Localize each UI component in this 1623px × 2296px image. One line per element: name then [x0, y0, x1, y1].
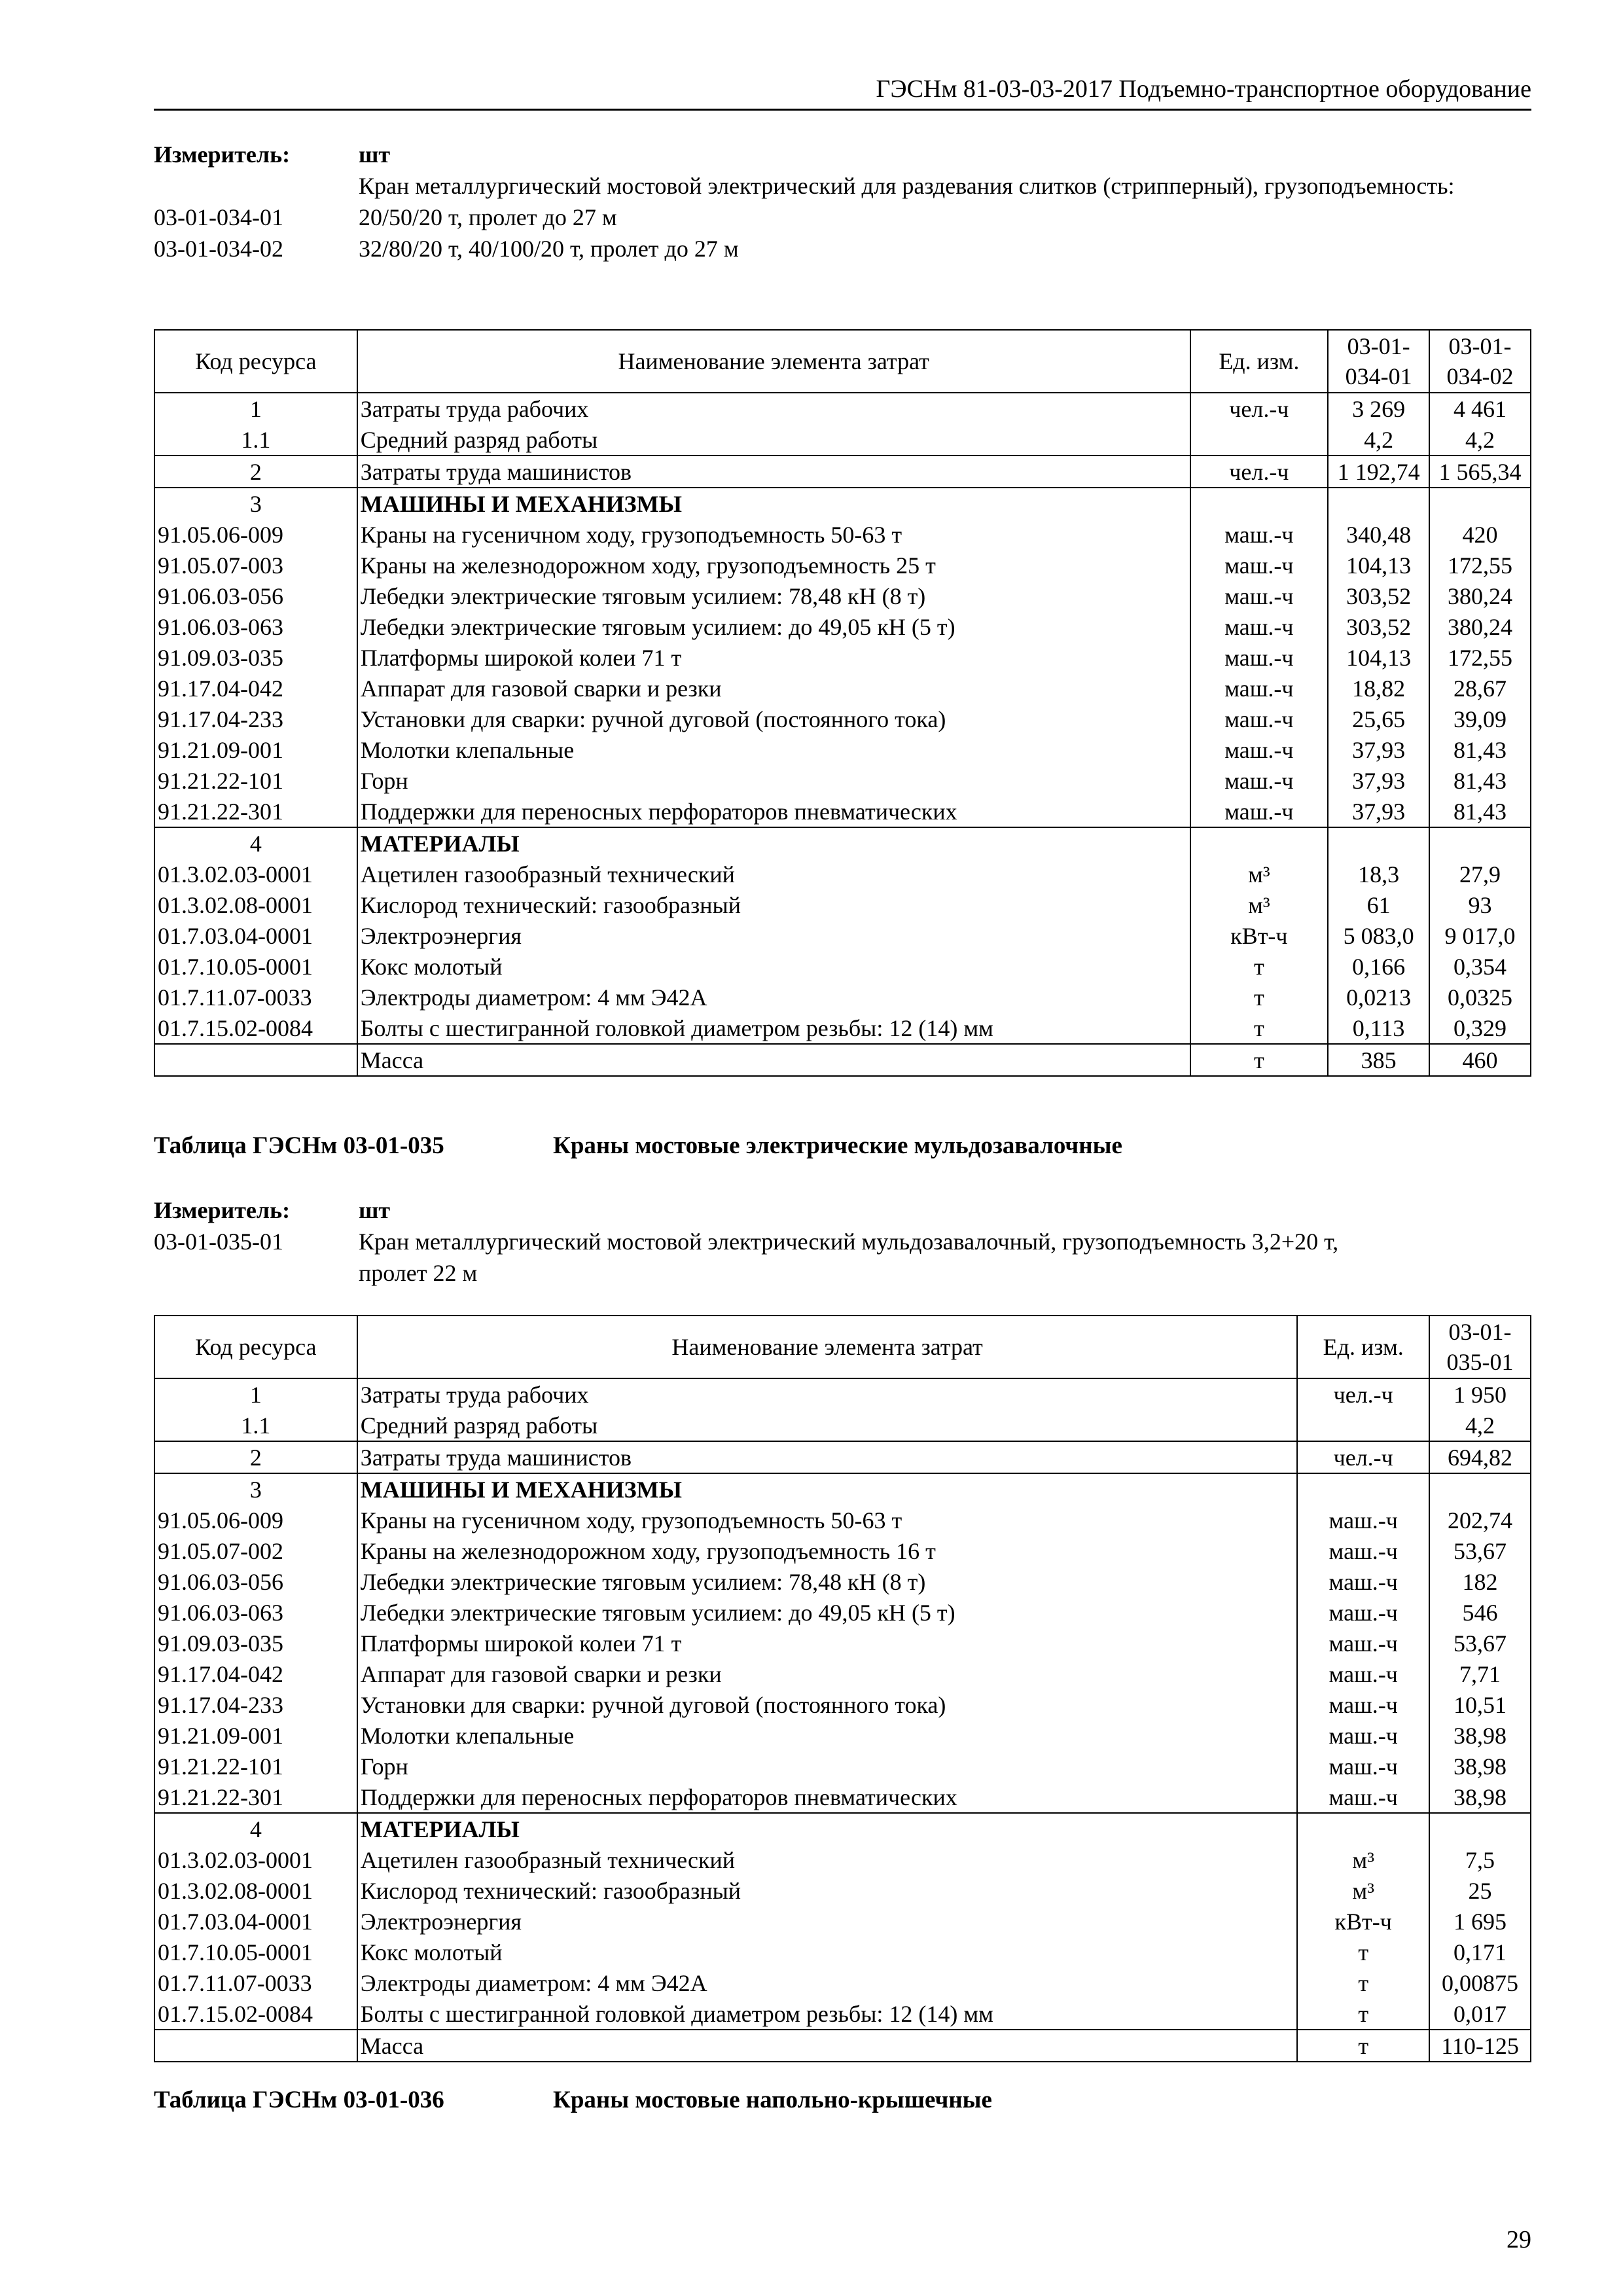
resource-code: 1	[154, 393, 357, 424]
column-header: Ед. изм.	[1190, 330, 1329, 393]
table-row	[154, 1998, 1531, 2030]
resource-unit	[1297, 1473, 1429, 1505]
resource-name: Затраты труда машинистов	[357, 456, 1190, 488]
measure-value: шт	[359, 1197, 391, 1223]
work-description: Кран металлургический мостовой электрический мульдозавалочный, грузоподъемность 3,2+20 т,	[359, 1229, 1339, 1255]
resource-table-035	[154, 1315, 1531, 2062]
resource-value: 104,13	[1328, 550, 1429, 581]
resource-value	[1429, 827, 1531, 859]
table-row	[154, 1937, 1531, 1967]
table-row	[154, 1659, 1531, 1689]
resource-name: МАТЕРИАЛЫ	[357, 1813, 1298, 1844]
resource-unit: т	[1297, 2030, 1429, 2062]
resource-code: 01.7.11.07-0033	[154, 982, 357, 1013]
resource-unit: чел.-ч	[1297, 1378, 1429, 1410]
table-row	[154, 859, 1531, 889]
resource-unit: т	[1190, 1044, 1329, 1076]
resource-name: Платформы широкой колеи 71 т	[357, 642, 1190, 673]
resource-value: 303,52	[1328, 611, 1429, 642]
resource-code: 91.05.07-003	[154, 550, 357, 581]
resource-name: Средний разряд работы	[357, 424, 1190, 456]
table-row	[154, 1906, 1531, 1937]
resource-name: Краны на гусеничном ходу, грузоподъемность 50-63 т	[357, 519, 1190, 550]
resource-code: 3	[154, 1473, 357, 1505]
table-label: Таблица ГЭСНм 03-01-035	[154, 1132, 444, 1159]
resource-value: 0,329	[1429, 1013, 1531, 1044]
measure-label: Измеритель:	[154, 1197, 291, 1223]
resource-unit: маш.-ч	[1190, 765, 1329, 796]
resource-code: 91.05.07-002	[154, 1535, 357, 1566]
resource-name: МАТЕРИАЛЫ	[357, 827, 1190, 859]
measure-value: шт	[359, 141, 391, 168]
resource-value	[1429, 1813, 1531, 1844]
resource-value: 420	[1429, 519, 1531, 550]
table-row	[154, 1720, 1531, 1751]
resource-name: Горн	[357, 765, 1190, 796]
table-row	[154, 1875, 1531, 1906]
table-row	[154, 1967, 1531, 1998]
table-row	[154, 1505, 1531, 1535]
resource-code: 01.7.10.05-0001	[154, 1937, 357, 1967]
resource-code: 1.1	[154, 424, 357, 456]
section-035-info	[154, 1194, 1338, 1289]
resource-code: 01.3.02.03-0001	[154, 1844, 357, 1875]
resource-value: 37,93	[1328, 796, 1429, 827]
resource-code: 01.7.15.02-0084	[154, 1998, 357, 2030]
resource-value: 38,98	[1429, 1751, 1531, 1782]
column-header: Ед. изм.	[1297, 1316, 1429, 1378]
resource-name: Установки для сварки: ручной дуговой (постоянного тока)	[357, 704, 1190, 734]
section-034-info	[154, 139, 1530, 264]
table-row	[154, 1597, 1531, 1628]
resource-name: Краны на гусеничном ходу, грузоподъемность 50-63 т	[357, 1505, 1298, 1535]
resource-code: 91.21.09-001	[154, 734, 357, 765]
resource-value: 546	[1429, 1597, 1531, 1628]
resource-value: 380,24	[1429, 581, 1531, 611]
resource-name: Краны на железнодорожном ходу, грузоподъемность 16 т	[357, 1535, 1298, 1566]
resource-value	[1429, 488, 1531, 519]
resource-name: Масса	[357, 1044, 1190, 1076]
resource-code: 2	[154, 456, 357, 488]
resource-code: 91.06.03-056	[154, 581, 357, 611]
table-row	[154, 889, 1531, 920]
page-number: 29	[1507, 2226, 1531, 2253]
resource-code: 91.17.04-042	[154, 673, 357, 704]
table-title: Краны мостовые электрические мульдозавалочные	[553, 1132, 1122, 1159]
resource-code: 1.1	[154, 1410, 357, 1441]
resource-name: Электроды диаметром: 4 мм Э42А	[357, 982, 1190, 1013]
resource-value: 1 950	[1429, 1378, 1531, 1410]
table-row	[154, 951, 1531, 982]
resource-value: 1 695	[1429, 1906, 1531, 1937]
resource-code: 91.21.22-301	[154, 1782, 357, 1813]
resource-unit: чел.-ч	[1190, 456, 1329, 488]
resource-unit: маш.-ч	[1297, 1689, 1429, 1720]
resource-unit: маш.-ч	[1190, 734, 1329, 765]
resource-value: 27,9	[1429, 859, 1531, 889]
resource-unit: маш.-ч	[1297, 1597, 1429, 1628]
resource-value: 104,13	[1328, 642, 1429, 673]
resource-name: Затраты труда рабочих	[357, 393, 1190, 424]
resource-value: 4,2	[1429, 424, 1531, 456]
resource-name: Краны на железнодорожном ходу, грузоподъемность 25 т	[357, 550, 1190, 581]
resource-unit: маш.-ч	[1297, 1659, 1429, 1689]
resource-value: 110-125	[1429, 2030, 1531, 2062]
table-row	[154, 1410, 1531, 1441]
table-row	[154, 1628, 1531, 1659]
resource-value: 0,354	[1429, 951, 1531, 982]
resource-value: 81,43	[1429, 796, 1531, 827]
resource-name: Молотки клепальные	[357, 1720, 1298, 1751]
resource-name: Болты с шестигранной головкой диаметром резьбы: 12 (14) мм	[357, 1013, 1190, 1044]
resource-code: 01.3.02.08-0001	[154, 889, 357, 920]
resource-value: 0,171	[1429, 1937, 1531, 1967]
work-code: 03-01-034-02	[154, 236, 283, 262]
resource-value: 0,017	[1429, 1998, 1531, 2030]
resource-unit: т	[1297, 1967, 1429, 1998]
resource-code: 91.09.03-035	[154, 1628, 357, 1659]
resource-name: Кислород технический: газообразный	[357, 1875, 1298, 1906]
resource-unit: маш.-ч	[1190, 704, 1329, 734]
resource-value: 10,51	[1429, 1689, 1531, 1720]
table-row	[154, 1813, 1531, 1844]
resource-name: Лебедки электрические тяговым усилием: 78,48 кН (8 т)	[357, 1566, 1298, 1597]
resource-unit: м³	[1297, 1875, 1429, 1906]
resource-value: 4,2	[1328, 424, 1429, 456]
resource-value: 61	[1328, 889, 1429, 920]
resource-value: 9 017,0	[1429, 920, 1531, 951]
resource-name: Аппарат для газовой сварки и резки	[357, 673, 1190, 704]
resource-code: 91.05.06-009	[154, 519, 357, 550]
resource-value: 39,09	[1429, 704, 1531, 734]
resource-value: 4,2	[1429, 1410, 1531, 1441]
resource-name: Затраты труда рабочих	[357, 1378, 1298, 1410]
resource-unit: маш.-ч	[1190, 581, 1329, 611]
resource-code: 91.21.22-101	[154, 765, 357, 796]
resource-value: 28,67	[1429, 673, 1531, 704]
resource-value: 1 565,34	[1429, 456, 1531, 488]
table-row	[154, 734, 1531, 765]
resource-name: Ацетилен газообразный технический	[357, 859, 1190, 889]
resource-code: 91.09.03-035	[154, 642, 357, 673]
resource-value: 460	[1429, 1044, 1531, 1076]
resource-value	[1328, 827, 1429, 859]
section-heading-035	[154, 1130, 1122, 1162]
resource-code: 91.21.22-101	[154, 1751, 357, 1782]
resource-value: 182	[1429, 1566, 1531, 1597]
table-row	[154, 519, 1531, 550]
resource-unit: кВт-ч	[1297, 1906, 1429, 1937]
table-row	[154, 1689, 1531, 1720]
resource-name: Молотки клепальные	[357, 734, 1190, 765]
resource-name: Болты с шестигранной головкой диаметром резьбы: 12 (14) мм	[357, 1998, 1298, 2030]
resource-value: 202,74	[1429, 1505, 1531, 1535]
table-row	[154, 1566, 1531, 1597]
table-row	[154, 550, 1531, 581]
resource-value: 1 192,74	[1328, 456, 1429, 488]
resource-name: Лебедки электрические тяговым усилием: 78,48 кН (8 т)	[357, 581, 1190, 611]
table-row	[154, 827, 1531, 859]
table-row	[154, 456, 1531, 488]
resource-code: 3	[154, 488, 357, 519]
resource-code: 01.3.02.03-0001	[154, 859, 357, 889]
section-heading-036	[154, 2085, 992, 2116]
table-row	[154, 642, 1531, 673]
resource-name: Поддержки для переносных перфораторов пневматических	[357, 796, 1190, 827]
resource-unit: маш.-ч	[1190, 550, 1329, 581]
resource-name: Электроэнергия	[357, 920, 1190, 951]
resource-unit: маш.-ч	[1297, 1720, 1429, 1751]
resource-value: 53,67	[1429, 1628, 1531, 1659]
resource-unit: маш.-ч	[1297, 1782, 1429, 1813]
resource-value: 7,5	[1429, 1844, 1531, 1875]
resource-value: 38,98	[1429, 1720, 1531, 1751]
resource-name: Электроды диаметром: 4 мм Э42А	[357, 1967, 1298, 1998]
resource-code: 2	[154, 1441, 357, 1473]
table-row	[154, 1782, 1531, 1813]
resource-name: Ацетилен газообразный технический	[357, 1844, 1298, 1875]
resource-code: 01.7.03.04-0001	[154, 920, 357, 951]
table-row	[154, 704, 1531, 734]
table-row	[154, 1844, 1531, 1875]
resource-value: 38,98	[1429, 1782, 1531, 1813]
resource-table-034	[154, 329, 1531, 1077]
resource-value: 53,67	[1429, 1535, 1531, 1566]
resource-code: 91.21.09-001	[154, 1720, 357, 1751]
resource-name: МАШИНЫ И МЕХАНИЗМЫ	[357, 488, 1190, 519]
table-row	[154, 796, 1531, 827]
work-description-cont: пролет 22 м	[359, 1260, 478, 1286]
table-row	[154, 1441, 1531, 1473]
resource-value: 172,55	[1429, 550, 1531, 581]
resource-unit	[1190, 488, 1329, 519]
resource-unit: маш.-ч	[1190, 673, 1329, 704]
resource-unit: т	[1190, 982, 1329, 1013]
work-code: 03-01-035-01	[154, 1229, 283, 1255]
table-row	[154, 673, 1531, 704]
resource-value: 3 269	[1328, 393, 1429, 424]
resource-value: 25,65	[1328, 704, 1429, 734]
table-label: Таблица ГЭСНм 03-01-036	[154, 2087, 444, 2113]
resource-name: Затраты труда машинистов	[357, 1441, 1298, 1473]
work-code: 03-01-034-01	[154, 204, 283, 230]
resource-name: Средний разряд работы	[357, 1410, 1298, 1441]
resource-name: Установки для сварки: ручной дуговой (постоянного тока)	[357, 1689, 1298, 1720]
resource-unit: маш.-ч	[1297, 1535, 1429, 1566]
resource-name: Лебедки электрические тяговым усилием: до 49,05 кН (5 т)	[357, 611, 1190, 642]
resource-value: 0,166	[1328, 951, 1429, 982]
resource-value: 0,0325	[1429, 982, 1531, 1013]
resource-value: 5 083,0	[1328, 920, 1429, 951]
resource-code: 91.21.22-301	[154, 796, 357, 827]
resource-code: 01.7.10.05-0001	[154, 951, 357, 982]
work-variant: 20/50/20 т, пролет до 27 м	[359, 204, 617, 230]
resource-code	[154, 2030, 357, 2062]
resource-name: Масса	[357, 2030, 1298, 2062]
column-header: 03-01-034-01	[1328, 330, 1429, 393]
resource-unit: т	[1190, 951, 1329, 982]
resource-name: Кокс молотый	[357, 1937, 1298, 1967]
resource-code: 01.7.15.02-0084	[154, 1013, 357, 1044]
resource-value: 385	[1328, 1044, 1429, 1076]
table-header-row	[154, 1316, 1531, 1378]
resource-unit: маш.-ч	[1190, 611, 1329, 642]
table-row	[154, 1044, 1531, 1076]
resource-unit: м³	[1190, 889, 1329, 920]
table-row	[154, 393, 1531, 424]
resource-unit	[1190, 827, 1329, 859]
resource-code: 1	[154, 1378, 357, 1410]
resource-name: Платформы широкой колеи 71 т	[357, 1628, 1298, 1659]
resource-unit: т	[1297, 1998, 1429, 2030]
column-header: Наименование элемента затрат	[357, 1316, 1298, 1378]
resource-value: 0,00875	[1429, 1967, 1531, 1998]
resource-value: 25	[1429, 1875, 1531, 1906]
resource-value: 172,55	[1429, 642, 1531, 673]
resource-code	[154, 1044, 357, 1076]
resource-code: 01.3.02.08-0001	[154, 1875, 357, 1906]
table-row	[154, 1013, 1531, 1044]
resource-value: 0,113	[1328, 1013, 1429, 1044]
resource-value	[1429, 1473, 1531, 1505]
resource-value: 380,24	[1429, 611, 1531, 642]
resource-unit: маш.-ч	[1190, 796, 1329, 827]
column-header: Наименование элемента затрат	[357, 330, 1190, 393]
resource-code: 01.7.03.04-0001	[154, 1906, 357, 1937]
resource-unit: маш.-ч	[1297, 1751, 1429, 1782]
resource-value: 4 461	[1429, 393, 1531, 424]
resource-name: Горн	[357, 1751, 1298, 1782]
resource-code: 4	[154, 1813, 357, 1844]
resource-unit: т	[1297, 1937, 1429, 1967]
resource-code: 91.17.04-042	[154, 1659, 357, 1689]
resource-value: 0,0213	[1328, 982, 1429, 1013]
table-row	[154, 2030, 1531, 2062]
column-header: 03-01-034-02	[1429, 330, 1531, 393]
resource-code: 91.06.03-063	[154, 611, 357, 642]
resource-unit	[1297, 1813, 1429, 1844]
table-row	[154, 581, 1531, 611]
resource-code: 01.7.11.07-0033	[154, 1967, 357, 1998]
resource-value: 37,93	[1328, 765, 1429, 796]
resource-value: 694,82	[1429, 1441, 1531, 1473]
resource-code: 91.17.04-233	[154, 1689, 357, 1720]
resource-value: 18,3	[1328, 859, 1429, 889]
resource-value: 81,43	[1429, 765, 1531, 796]
resource-name: Аппарат для газовой сварки и резки	[357, 1659, 1298, 1689]
table-row	[154, 982, 1531, 1013]
table-row	[154, 1473, 1531, 1505]
resource-unit: чел.-ч	[1190, 393, 1329, 424]
table-title: Краны мостовые напольно-крышечные	[553, 2087, 992, 2113]
resource-value: 37,93	[1328, 734, 1429, 765]
table-row	[154, 1535, 1531, 1566]
work-variant: 32/80/20 т, 40/100/20 т, пролет до 27 м	[359, 236, 739, 262]
resource-code: 91.06.03-056	[154, 1566, 357, 1597]
resource-unit: т	[1190, 1013, 1329, 1044]
resource-value: 93	[1429, 889, 1531, 920]
table-row	[154, 1751, 1531, 1782]
resource-name: Кислород технический: газообразный	[357, 889, 1190, 920]
table-row	[154, 488, 1531, 519]
resource-code: 91.05.06-009	[154, 1505, 357, 1535]
table-row	[154, 920, 1531, 951]
measure-label: Измеритель:	[154, 141, 291, 168]
resource-unit	[1297, 1410, 1429, 1441]
running-header-title: ГЭСНм 81-03-03-2017 Подъемно-транспортное оборудование	[876, 75, 1531, 103]
column-header: 03-01-035-01	[1429, 1316, 1531, 1378]
resource-name: Электроэнергия	[357, 1906, 1298, 1937]
resource-unit: маш.-ч	[1297, 1505, 1429, 1535]
resource-value	[1328, 488, 1429, 519]
resource-name: МАШИНЫ И МЕХАНИЗМЫ	[357, 1473, 1298, 1505]
resource-name: Поддержки для переносных перфораторов пневматических	[357, 1782, 1298, 1813]
resource-unit: кВт-ч	[1190, 920, 1329, 951]
resource-unit: маш.-ч	[1190, 519, 1329, 550]
running-header	[154, 73, 1531, 111]
resource-code: 91.17.04-233	[154, 704, 357, 734]
resource-unit: маш.-ч	[1190, 642, 1329, 673]
table-header-row	[154, 330, 1531, 393]
resource-name: Кокс молотый	[357, 951, 1190, 982]
table-row	[154, 424, 1531, 456]
resource-code: 4	[154, 827, 357, 859]
column-header: Код ресурса	[154, 330, 357, 393]
resource-unit: маш.-ч	[1297, 1628, 1429, 1659]
resource-value: 18,82	[1328, 673, 1429, 704]
resource-value: 303,52	[1328, 581, 1429, 611]
resource-value: 7,71	[1429, 1659, 1531, 1689]
resource-name: Лебедки электрические тяговым усилием: до 49,05 кН (5 т)	[357, 1597, 1298, 1628]
resource-unit: м³	[1190, 859, 1329, 889]
resource-value: 81,43	[1429, 734, 1531, 765]
resource-unit: м³	[1297, 1844, 1429, 1875]
table-row	[154, 1378, 1531, 1410]
work-description: Кран металлургический мостовой электрический для раздевания слитков (стрипперный), грузоподъемность:	[359, 173, 1455, 199]
resource-code: 91.06.03-063	[154, 1597, 357, 1628]
table-row	[154, 765, 1531, 796]
resource-unit: чел.-ч	[1297, 1441, 1429, 1473]
table-row	[154, 611, 1531, 642]
resource-unit: маш.-ч	[1297, 1566, 1429, 1597]
resource-unit	[1190, 424, 1329, 456]
column-header: Код ресурса	[154, 1316, 357, 1378]
resource-value: 340,48	[1328, 519, 1429, 550]
